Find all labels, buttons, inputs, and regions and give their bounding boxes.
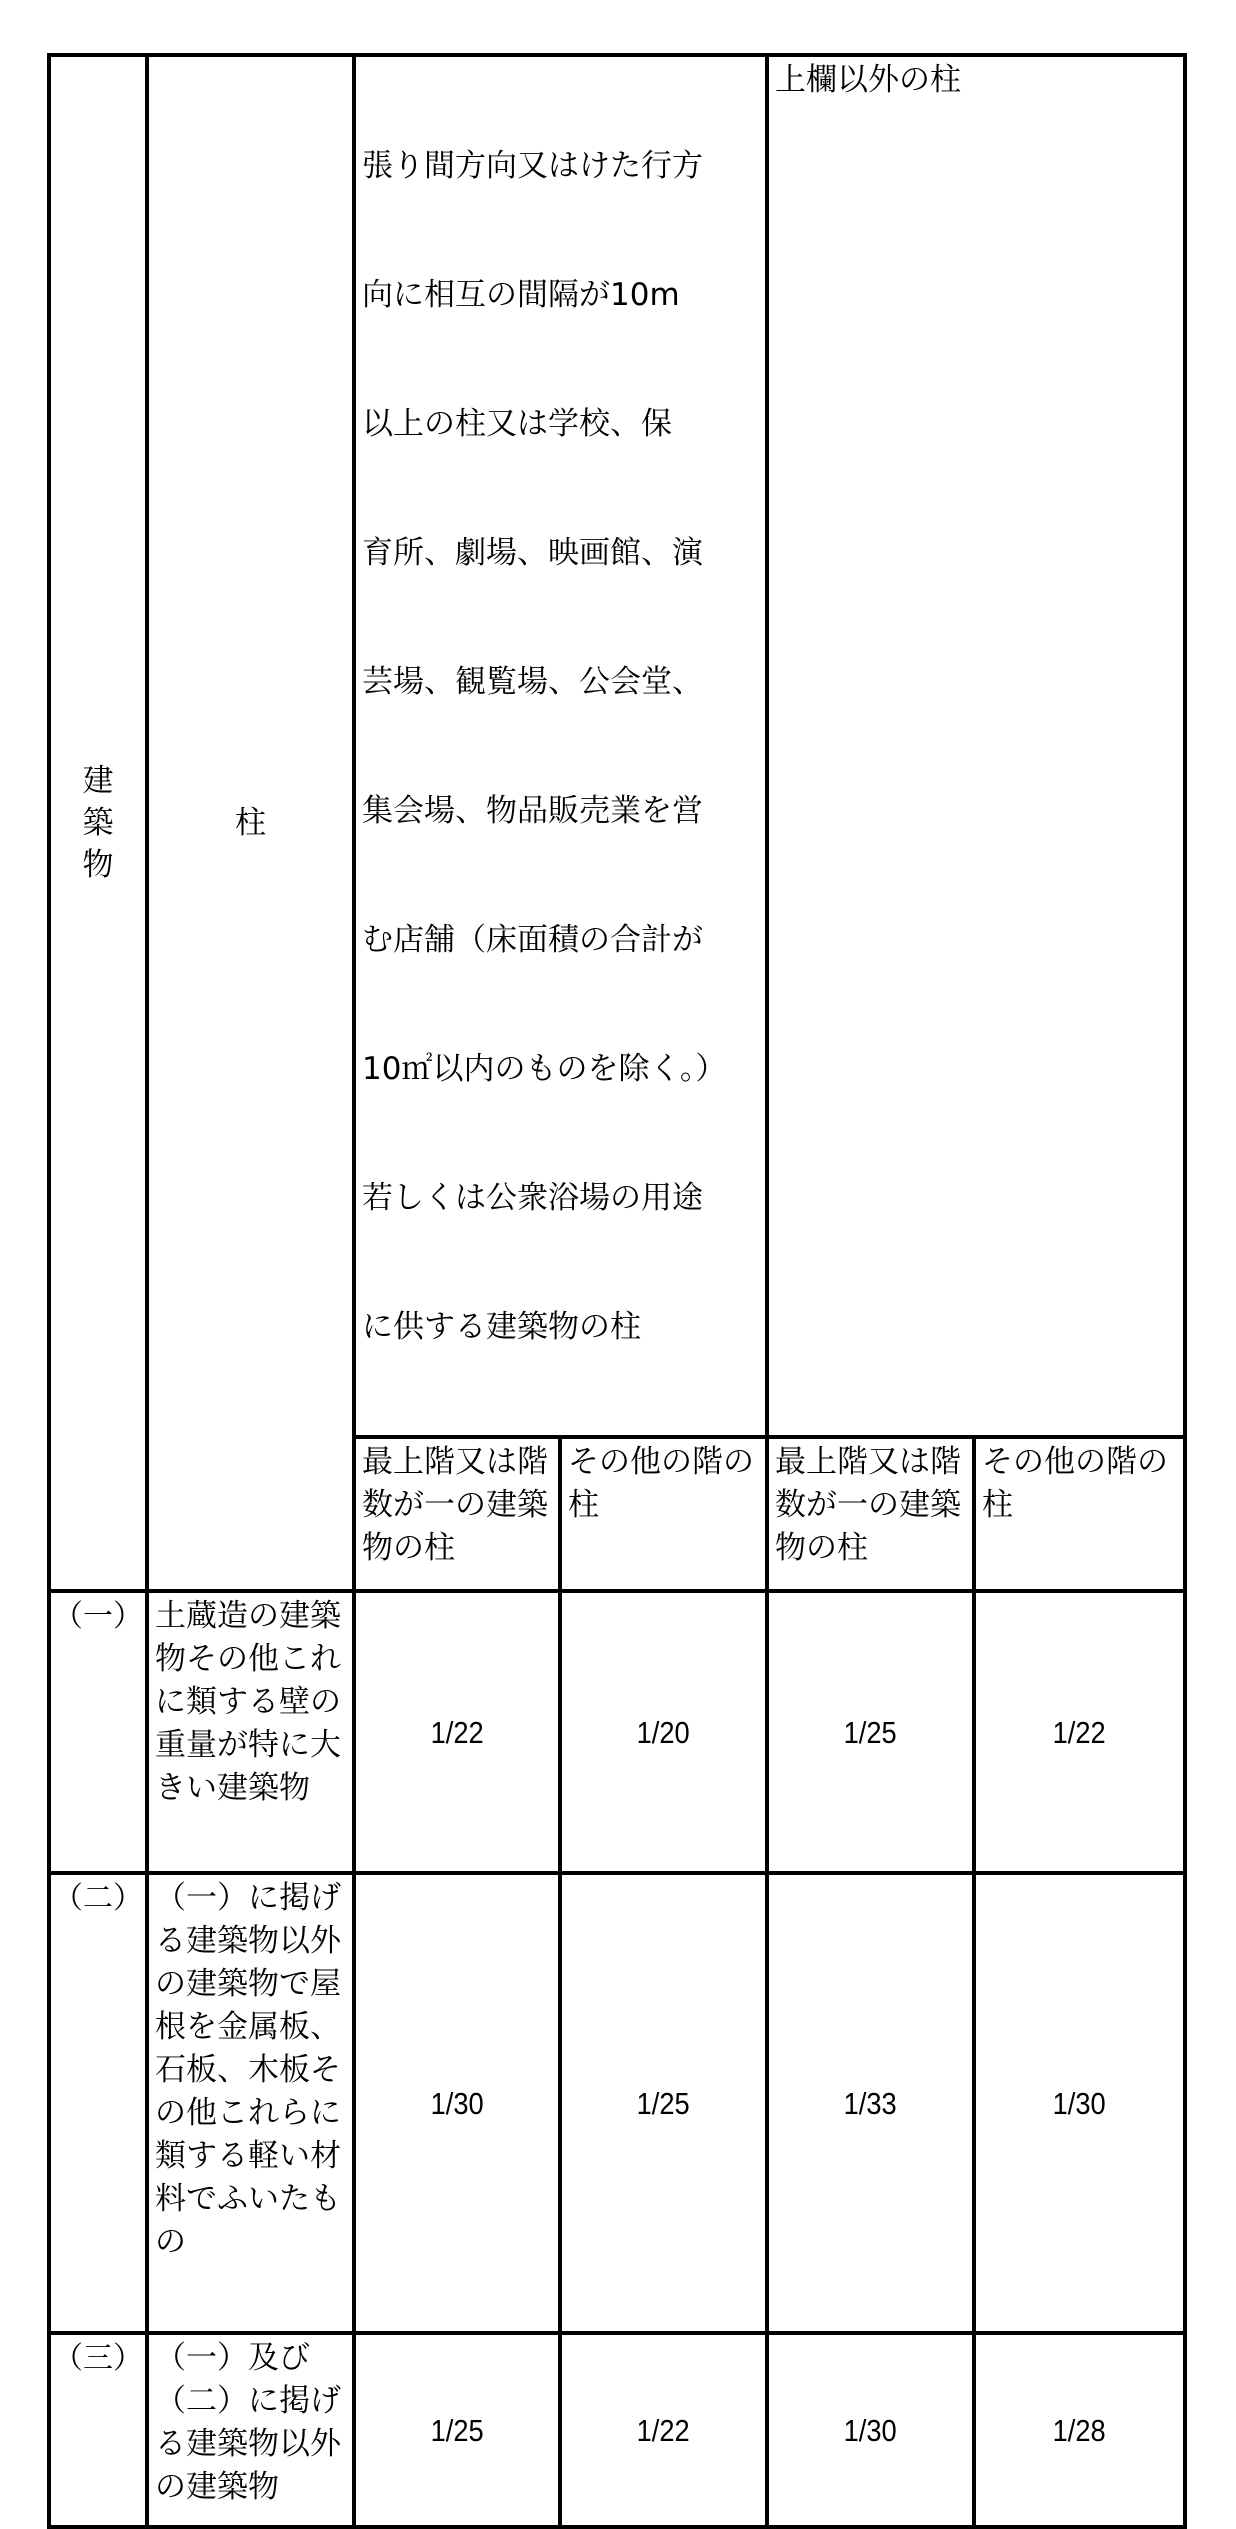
row-number-cell	[49, 1873, 147, 2333]
group-b-label: 上欄以外の柱	[775, 62, 962, 98]
value-cell	[560, 1591, 767, 1873]
ratio-value: 1/30	[430, 2085, 484, 2121]
value-cell	[560, 2333, 767, 2527]
ratio-value: 1/25	[430, 2412, 484, 2448]
building-header-cell	[49, 55, 147, 1591]
subcolumn-label: 最上階又は階数が一の建築物の柱	[362, 1444, 548, 1566]
ratio-value: 1/20	[636, 1714, 691, 1750]
row-number: （三）	[53, 2341, 143, 2376]
row-description-cell	[147, 2333, 354, 2527]
group-b-header-cell	[767, 55, 1185, 1437]
subcolumn-header-a-other-floor	[560, 1437, 767, 1591]
ratio-value: 1/22	[636, 2412, 691, 2448]
value-cell	[354, 1873, 560, 2333]
row-number-cell	[49, 2333, 147, 2527]
ratio-value: 1/30	[1052, 2085, 1107, 2121]
group-a-line: 集会場、物品販売業を営	[362, 793, 703, 829]
subcolumn-header-a-top-floor	[354, 1437, 560, 1591]
ratio-value: 1/28	[1052, 2412, 1107, 2448]
group-a-label	[356, 57, 765, 1435]
ratio-value: 1/22	[430, 1714, 484, 1750]
group-a-line: 10㎡以内のものを除く。）	[362, 1051, 727, 1087]
ratio-value: 1/25	[636, 2085, 691, 2121]
value-cell	[354, 2333, 560, 2527]
column-label: 柱	[235, 804, 266, 841]
subcolumn-header-b-other-floor	[974, 1437, 1185, 1591]
group-a-line: に供する建築物の柱	[362, 1309, 641, 1345]
group-a-line: 向に相互の間隔が10m	[362, 277, 680, 313]
group-a-line: 張り間方向又はけた行方	[362, 148, 703, 184]
ratio-value: 1/33	[843, 2085, 898, 2121]
table-row	[49, 2333, 1185, 2527]
subcolumn-label: その他の階の柱	[568, 1444, 754, 1523]
row-description: （一）に掲げる建築物以外の建築物で屋根を金属板、石板、木板その他これらに類する軽い材料でふいたもの	[155, 1880, 341, 2260]
value-cell	[767, 1591, 974, 1873]
subcolumn-label: 最上階又は階数が一の建築物の柱	[775, 1444, 962, 1566]
row-description-cell	[147, 1873, 354, 2333]
table-row	[49, 1591, 1185, 1873]
group-a-line: 以上の柱又は学校、保	[362, 406, 672, 442]
row-number: （一）	[53, 1599, 143, 1634]
row-number-cell	[49, 1591, 147, 1873]
value-cell	[560, 1873, 767, 2333]
table-row	[49, 1873, 1185, 2333]
group-a-line: 育所、劇場、映画館、演	[362, 535, 703, 571]
group-a-line: む店舗（床面積の合計が	[362, 922, 703, 958]
row-description: 土蔵造の建築物その他これに類する壁の重量が特に大きい建築物	[155, 1598, 341, 1806]
row-description: （一）及び（二）に掲げる建築物以外の建築物	[155, 2340, 341, 2505]
group-a-line: 若しくは公衆浴場の用途	[362, 1180, 703, 1216]
column-ratio-table	[47, 53, 1187, 2529]
value-cell	[354, 1591, 560, 1873]
subcolumn-label: その他の階の柱	[982, 1444, 1169, 1523]
ratio-value: 1/22	[1052, 1714, 1107, 1750]
ratio-value: 1/25	[843, 1714, 898, 1750]
value-cell	[974, 1591, 1185, 1873]
building-label: 建築物	[82, 762, 114, 883]
group-a-header-cell	[354, 55, 767, 1437]
row-description-cell	[147, 1591, 354, 1873]
column-header-cell	[147, 55, 354, 1591]
row-number: （二）	[53, 1881, 143, 1916]
subcolumn-header-b-top-floor	[767, 1437, 974, 1591]
header-row	[49, 55, 1185, 1437]
ratio-value: 1/30	[843, 2412, 898, 2448]
value-cell	[767, 2333, 974, 2527]
value-cell	[974, 2333, 1185, 2527]
group-a-line: 芸場、観覧場、公会堂、	[362, 664, 703, 700]
value-cell	[767, 1873, 974, 2333]
value-cell	[974, 1873, 1185, 2333]
